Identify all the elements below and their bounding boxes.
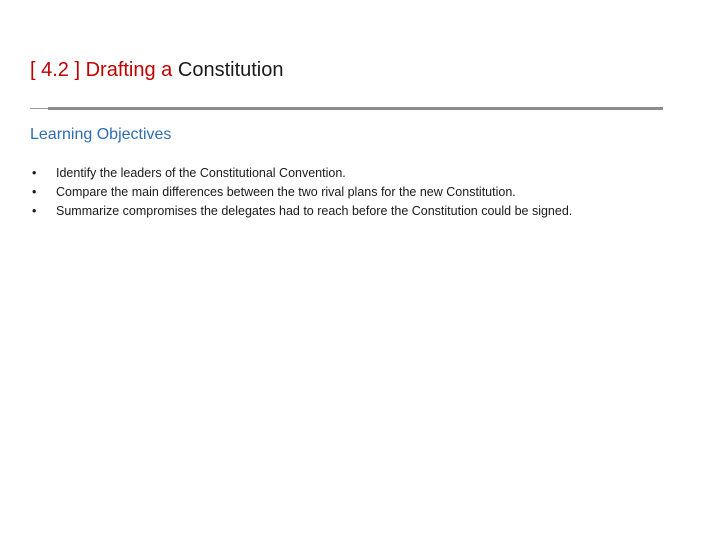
bullet-icon: • [32, 204, 37, 218]
learning-objectives-heading: Learning Objectives [30, 126, 172, 143]
title-dark-part: Constitution [177, 59, 284, 81]
bullet-icon: • [32, 185, 37, 199]
objective-text: Identify the leaders of the Constitutional Convention. [56, 166, 346, 180]
objectives-list [30, 164, 630, 221]
objective-text: Compare the main differences between the two rival plans for the new Constitution. [56, 185, 516, 199]
title-divider [48, 107, 663, 110]
slide-title [30, 57, 284, 83]
list-item [30, 183, 630, 202]
section-number: [ 4.2 ] [30, 59, 81, 81]
list-item [30, 164, 630, 183]
bullet-icon: • [32, 166, 37, 180]
title-divider-short [30, 108, 50, 109]
list-item [30, 202, 630, 221]
title-red-part: Drafting a [85, 59, 173, 81]
objective-text: Summarize compromises the delegates had to reach before the Constitution could be signed. [56, 204, 573, 218]
